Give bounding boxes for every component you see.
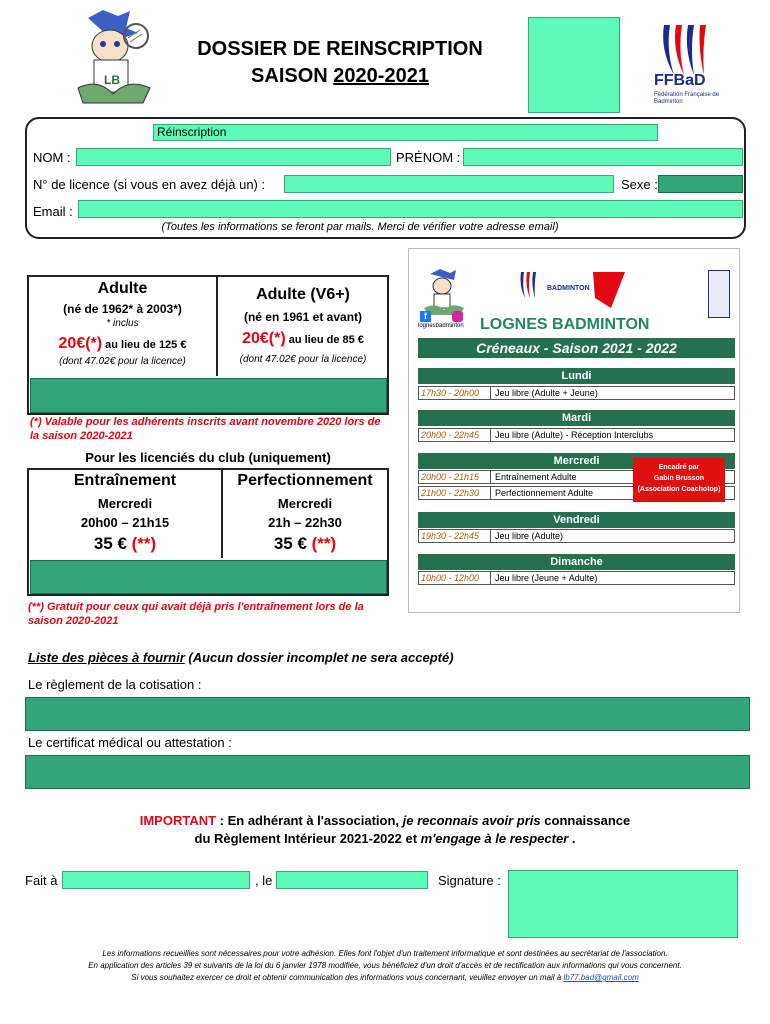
docs-item-cotisation: Le règlement de la cotisation :: [28, 677, 202, 692]
schedule-row: 17h30 - 20h00 Jeu libre (Adulte + Jeune): [418, 386, 735, 400]
flyer-partner-logos: [515, 268, 635, 313]
signature-field[interactable]: [508, 870, 738, 938]
sexe-label: Sexe :: [621, 177, 658, 192]
footer-legal: Les informations recueillies sont nécessaires pour votre adhésion. Elles font l'objet d'un traitement informatique et sont destinées au secrétariat de l'association. En application des articles 39 et suivants de la loi du 6 janvier 1978 modifiée, vous bénéficiez d'un droit d'accès et de rectification aux informations qui vous concernent. Si vous souhaitez exercer ce droit et obtenir communication des informations vous concernant, veuillez envoyer un mail à lb77.bad@gmail.com: [88, 949, 682, 982]
ffbad-logo-text: FFBaD: [654, 72, 706, 89]
training-day: Mercredi: [97, 496, 153, 511]
licence-label: N° de licence (si vous en avez déjà un) :: [33, 177, 266, 192]
adult-incl: * inclus: [106, 318, 139, 329]
adult-v6-born: (né en 1961 et avant): [243, 310, 363, 324]
flyer-club-name: LOGNES BADMINTON: [480, 316, 650, 333]
note-free: (**) Gratuit pour ceux qui avait déjà pris l'entraînement lors de la saison 2020-2021: [28, 601, 364, 627]
advanced-title: Perfectionnement: [237, 472, 373, 489]
fait-label: Fait à: [25, 873, 58, 888]
adult-v6-licence: (dont 47.02€ pour la licence): [239, 354, 367, 365]
club-mascot-logo: [68, 8, 158, 108]
adult-title: Adulte: [97, 280, 148, 297]
sexe-field[interactable]: [658, 175, 743, 193]
photo-field[interactable]: [528, 17, 620, 113]
facebook-icon: f: [420, 311, 431, 322]
signature-label: Signature :: [438, 873, 501, 888]
schedule-row: 20h00 - 21h15 Entraînement Adulte: [418, 470, 735, 484]
nom-label: NOM :: [33, 150, 71, 165]
licence-field[interactable]: [284, 175, 614, 193]
footer-email-link[interactable]: lb77.bad@gmail.com: [563, 973, 639, 982]
prenom-label: PRÉNOM :: [396, 150, 461, 165]
fait-field[interactable]: [62, 871, 250, 889]
schedule-row: 19h30 - 22h45 Jeu libre (Adulte): [418, 529, 735, 543]
adult-choice-field[interactable]: [30, 378, 387, 413]
email-label: Email :: [33, 204, 73, 219]
training-price: 35 € (**): [93, 534, 157, 553]
day-header-wednesday: Mercredi: [418, 453, 735, 469]
advanced-day: Mercredi: [277, 496, 333, 511]
email-note: (Toutes les informations se feront par mails. Merci de vérifier votre adresse email): [161, 221, 559, 233]
important-block: IMPORTANT : En adhérant à l'association, je reconnais avoir pris connaissance du Règlement Intérieur 2021-2022 et m'engage à le respecter .: [139, 813, 631, 846]
date-label: , le: [255, 873, 273, 888]
club-only-title: Pour les licenciés du club (uniquement): [85, 450, 331, 465]
adult-v6-title: Adulte (V6+): [256, 286, 350, 303]
advanced-hours: 21h – 22h30: [268, 515, 342, 530]
flyer-mascot: [420, 268, 468, 316]
flyer-side-logo: [708, 270, 730, 318]
nom-field[interactable]: [76, 148, 391, 166]
ffbad-logo: [652, 20, 732, 110]
training-hours: 20h00 – 21h15: [80, 515, 170, 530]
flyer-insta: lognesbadminton: [418, 323, 464, 329]
email-field[interactable]: [78, 200, 743, 218]
adult-price: 20€(*) au lieu de 125 €: [58, 335, 187, 352]
adult-licence: (dont 47.02€ pour la licence): [59, 356, 186, 367]
note-valid: (*) Valable pour les adhérents inscrits avant novembre 2020 lors de la saison 2020-2021: [30, 416, 381, 442]
schedule-row: 21h00 - 22h30 Perfectionnement Adulte: [418, 486, 735, 500]
flyer-title: Créneaux - Saison 2021 - 2022: [418, 338, 735, 358]
day-header-monday: Lundi: [418, 368, 735, 384]
ffbad-logo-sub: Fédération Française de Badminton: [654, 92, 720, 105]
advanced-price: 35 € (**): [273, 534, 337, 553]
adult-v6-price: 20€(*) au lieu de 85 €: [242, 330, 364, 347]
prenom-field[interactable]: [463, 148, 743, 166]
adult-born: (né de 1962* à 2003*): [63, 302, 182, 316]
svg-text:BADMINTON: BADMINTON: [547, 285, 590, 292]
day-header-tuesday: Mardi: [418, 410, 735, 426]
training-choice-field[interactable]: [30, 560, 387, 594]
svg-text:LB: LB: [104, 73, 120, 87]
schedule-row: 10h00 - 12h00 Jeu libre (Jeune + Adulte): [418, 571, 735, 585]
schedule-row: 20h00 - 22h45 Jeu libre (Adulte) - Réception Interclubs: [418, 428, 735, 442]
certificat-field[interactable]: [25, 755, 750, 789]
page-title-line1: DOSSIER DE REINSCRIPTION: [197, 38, 483, 60]
training-title: Entraînement: [73, 472, 177, 489]
docs-item-certificat: Le certificat médical ou attestation :: [28, 735, 232, 750]
docs-title: Liste des pièces à fournir (Aucun dossier incomplet ne sera accepté): [28, 650, 454, 665]
day-header-sunday: Dimanche: [418, 554, 735, 570]
reinscription-field[interactable]: Réinscription: [153, 124, 658, 141]
coach-badge: Encadré par Gabin Brusson (Association Coachotop): [633, 458, 725, 502]
page-title-line2: SAISON 2020-2021: [251, 65, 429, 87]
instagram-icon: [452, 311, 463, 322]
date-field[interactable]: [276, 871, 428, 889]
cotisation-field[interactable]: [25, 697, 750, 731]
day-header-friday: Vendredi: [418, 512, 735, 528]
